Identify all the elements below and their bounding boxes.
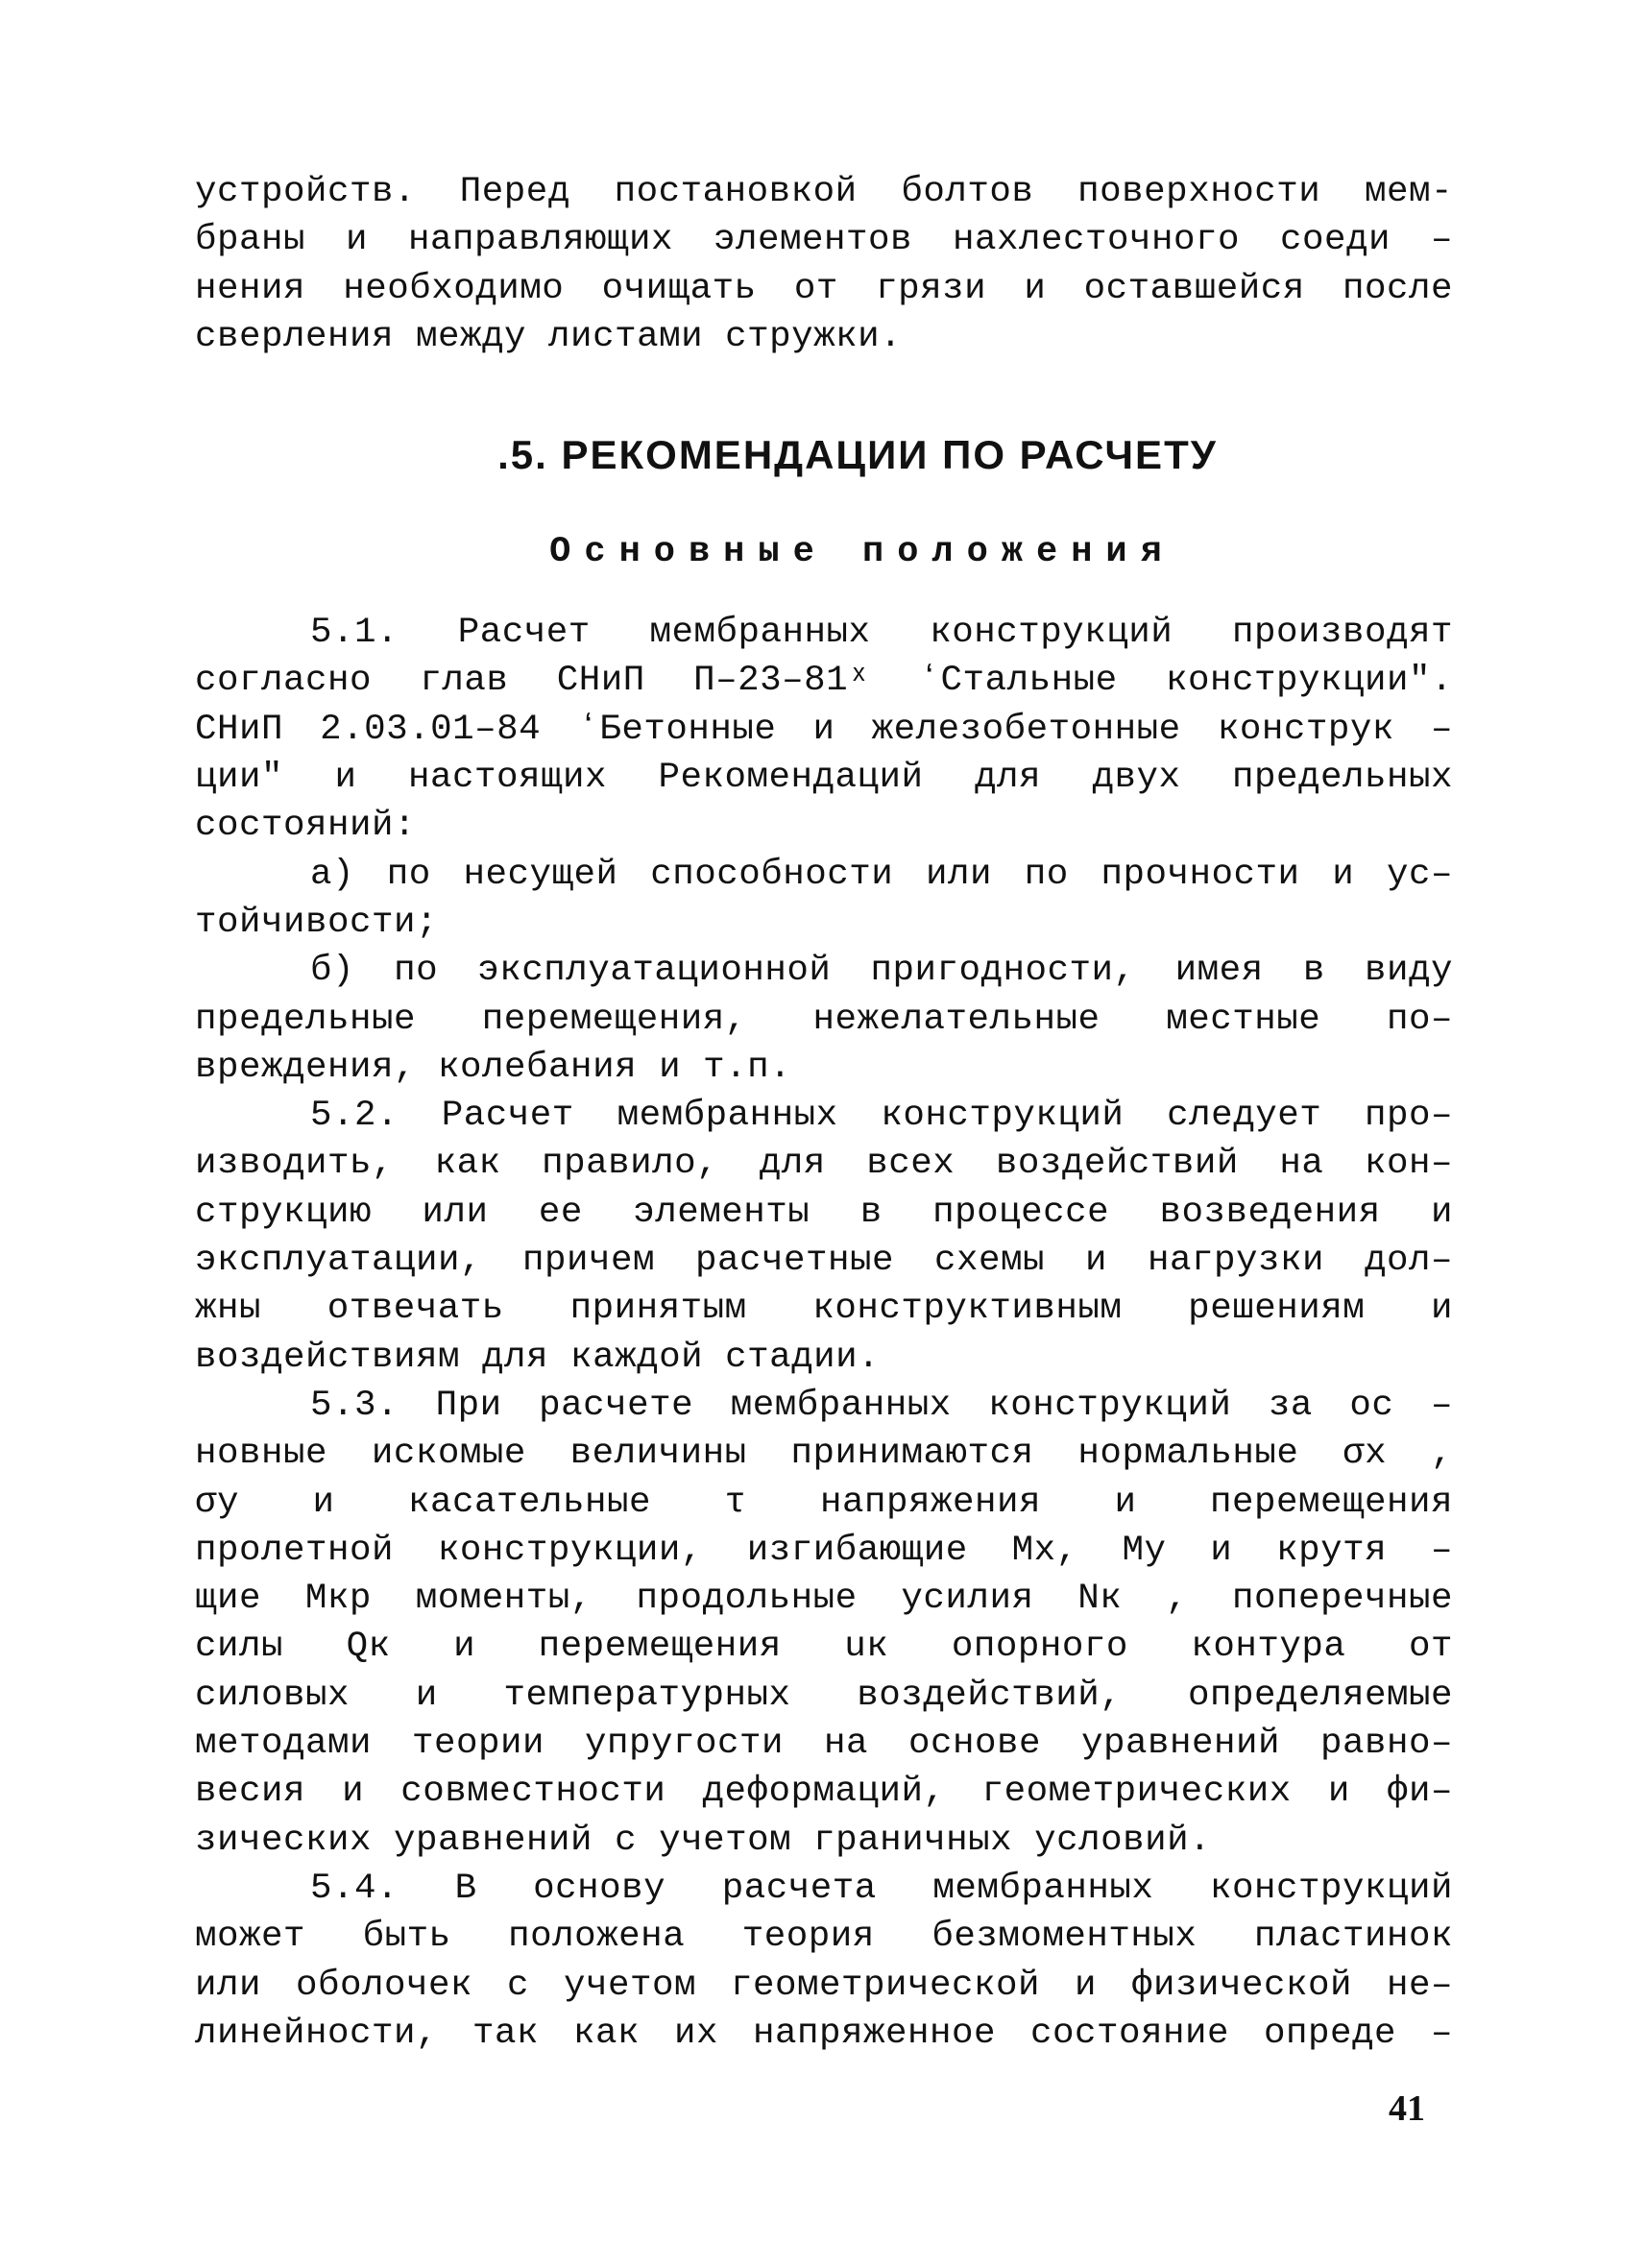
text-line: устройств. Перед постановкой болтов поверхности мем- bbox=[195, 172, 1453, 212]
text-line: вреждения, колебания и т.п. bbox=[195, 1047, 792, 1088]
text-line: струкцию или ее элементы в процессе возведения и bbox=[195, 1192, 1453, 1233]
text-line: предельные перемещения, нежелательные местные по– bbox=[195, 999, 1453, 1040]
text-line: а) по несущей способности или по прочности и ус– bbox=[310, 854, 1453, 895]
text-line: браны и направляющих элементов нахлесточного соеди – bbox=[195, 220, 1453, 261]
text-line: 5.2. Расчет мембранных конструкций следует про– bbox=[310, 1096, 1453, 1137]
paragraph-5-3 bbox=[195, 1382, 1453, 1865]
text-line: 5.1. Расчет мембранных конструкций производят bbox=[310, 613, 1453, 654]
section-heading: .5. РЕКОМЕНДАЦИИ ПО РАСЧЕТУ bbox=[497, 432, 1218, 478]
page-number: 41 bbox=[1389, 2088, 1425, 2129]
text-line: жны отвечать принятым конструктивным решениям и bbox=[195, 1289, 1453, 1330]
text-line: тойчивости; bbox=[195, 902, 439, 943]
text-line: изводить, как правило, для всех воздействий на кон– bbox=[195, 1144, 1453, 1185]
text-line: силовых и температурных воздействий, определяемые bbox=[195, 1675, 1453, 1716]
text-line: методами теории упругости на основе уравнений равно– bbox=[195, 1724, 1453, 1765]
text-line: нения необходимо очищать от грязи и оставшейся после bbox=[195, 268, 1453, 309]
text-line: или оболочек с учетом геометрической и физической не– bbox=[195, 1965, 1453, 2006]
text-line: может быть положена теория безмоментных пластинок bbox=[195, 1917, 1453, 1958]
text-line: зических уравнений с учетом граничных условий. bbox=[195, 1820, 1212, 1861]
subsection-heading: Основные положения bbox=[549, 532, 1175, 573]
text-line: ции″ и настоящих Рекомендаций для двух предельных bbox=[195, 758, 1453, 799]
text-line: сверления между листами стружки. bbox=[195, 316, 903, 357]
text-line: σy и касательные τ напряжения и перемещения bbox=[195, 1482, 1453, 1523]
paragraph-5-2 bbox=[195, 1092, 1453, 1382]
text-line: весия и совместности деформаций, геометрических и фи– bbox=[195, 1772, 1453, 1813]
document-page bbox=[195, 168, 1453, 2058]
text-line: 5.3. При расчете мембранных конструкций за ос – bbox=[310, 1385, 1453, 1426]
text-line: щие Mкр моменты, продольные усилия Nк , поперечные bbox=[195, 1579, 1453, 1620]
text-line: силы Qк и перемещения uк опорного контура от bbox=[195, 1627, 1453, 1668]
text-line: новные искомые величины принимаются нормальные σx , bbox=[195, 1434, 1453, 1475]
text-line: состояний: bbox=[195, 806, 417, 847]
text-line: б) по эксплуатационной пригодности, имея в виду bbox=[310, 951, 1453, 992]
text-line: согласно глав СНиП П–23–81ˣ ʻСтальные конструкции″. bbox=[195, 661, 1453, 702]
text-line: линейности, так как их напряженное состояние опреде – bbox=[195, 2013, 1453, 2054]
text-line: 5.4. В основу расчета мембранных конструкций bbox=[310, 1868, 1453, 1909]
intro-paragraph bbox=[195, 168, 1453, 361]
text-line: СНиП 2.03.01–84 ʻБетонные и железобетонные конструк – bbox=[195, 709, 1453, 750]
text-line: воздействиям для каждой стадии. bbox=[195, 1337, 881, 1378]
paragraph-5-1 bbox=[195, 609, 1453, 850]
text-line: эксплуатации, причем расчетные схемы и нагрузки дол– bbox=[195, 1241, 1453, 1282]
list-item-b bbox=[195, 947, 1453, 1092]
text-line: пролетной конструкции, изгибающие Mx, My и крутя – bbox=[195, 1530, 1453, 1571]
paragraph-5-4 bbox=[195, 1865, 1453, 2058]
list-item-a bbox=[195, 851, 1453, 948]
